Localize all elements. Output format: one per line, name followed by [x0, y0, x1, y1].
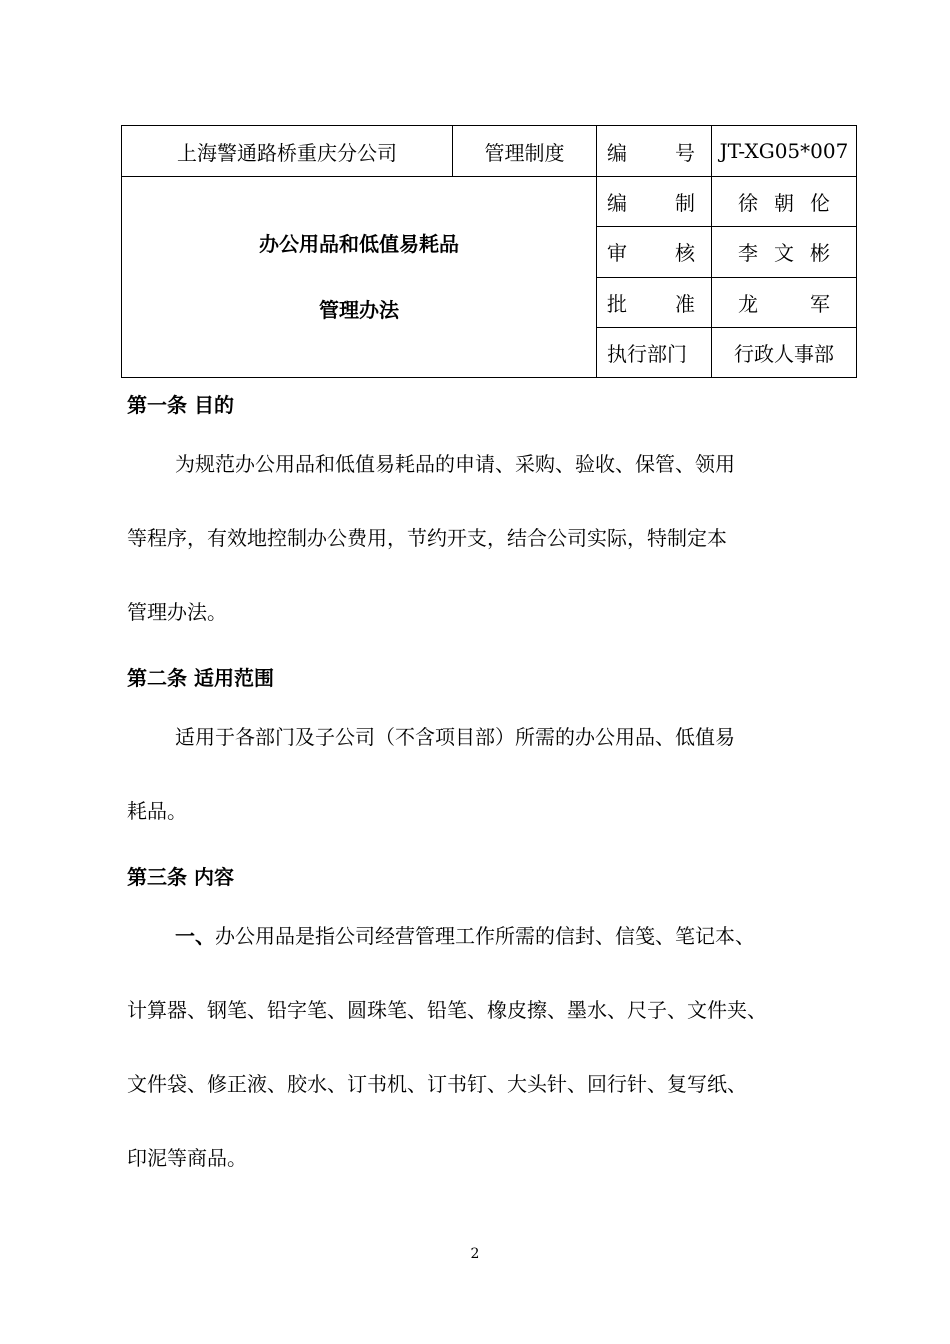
approver-label: 批 准: [597, 277, 712, 327]
document-type: 管理制度: [453, 126, 597, 177]
title-line-2: 管理办法: [319, 298, 399, 323]
compiler-label: 编 制: [597, 177, 712, 227]
section-2-heading: 第二条 适用范围: [127, 666, 274, 690]
reviewer-label: 审 核: [597, 227, 712, 277]
document-header-table: [121, 125, 857, 378]
section-3-heading: 第三条 内容: [127, 865, 234, 889]
section-3-lead: 一、: [175, 924, 215, 948]
reviewer-name: 李 文 彬: [712, 227, 857, 277]
section-1-heading: 第一条 目的: [127, 393, 234, 417]
approver-name: 龙 军: [712, 277, 857, 327]
compiler-name: 徐 朝 伦: [712, 177, 857, 227]
number-label: 编 号: [597, 126, 712, 177]
section-2-line-1: 适用于各部门及子公司（不含项目部）所需的办公用品、低值易: [175, 725, 735, 749]
section-3-line-4: 印泥等商品。: [127, 1146, 247, 1170]
section-1-line-3: 管理办法。: [127, 600, 227, 624]
dept-value: 行政人事部: [712, 327, 857, 377]
document-body: [127, 384, 839, 1195]
document-number: JT-XG05*007: [712, 126, 857, 177]
section-1-line-2: 等程序，有效地控制办公费用，节约开支，结合公司实际，特制定本: [127, 526, 727, 550]
section-1-line-1: 为规范办公用品和低值易耗品的申请、采购、验收、保管、领用: [175, 452, 735, 476]
page-number: 2: [470, 1246, 480, 1262]
document-title: [122, 177, 597, 378]
section-3-line-3: 文件袋、修正液、胶水、订书机、订书钉、大头针、回行针、复写纸、: [127, 1072, 747, 1096]
dept-label: 执行部门: [597, 327, 712, 377]
section-3-line-1: 一、办公用品是指公司经营管理工作所需的信封、信笺、笔记本、: [175, 924, 755, 948]
section-3-line-2: 计算器、钢笔、铅字笔、圆珠笔、铅笔、橡皮擦、墨水、尺子、文件夹、: [127, 998, 767, 1022]
company-name: 上海警通路桥重庆分公司: [122, 126, 453, 177]
title-line-1: 办公用品和低值易耗品: [259, 232, 459, 257]
section-2-line-2: 耗品。: [127, 799, 187, 823]
